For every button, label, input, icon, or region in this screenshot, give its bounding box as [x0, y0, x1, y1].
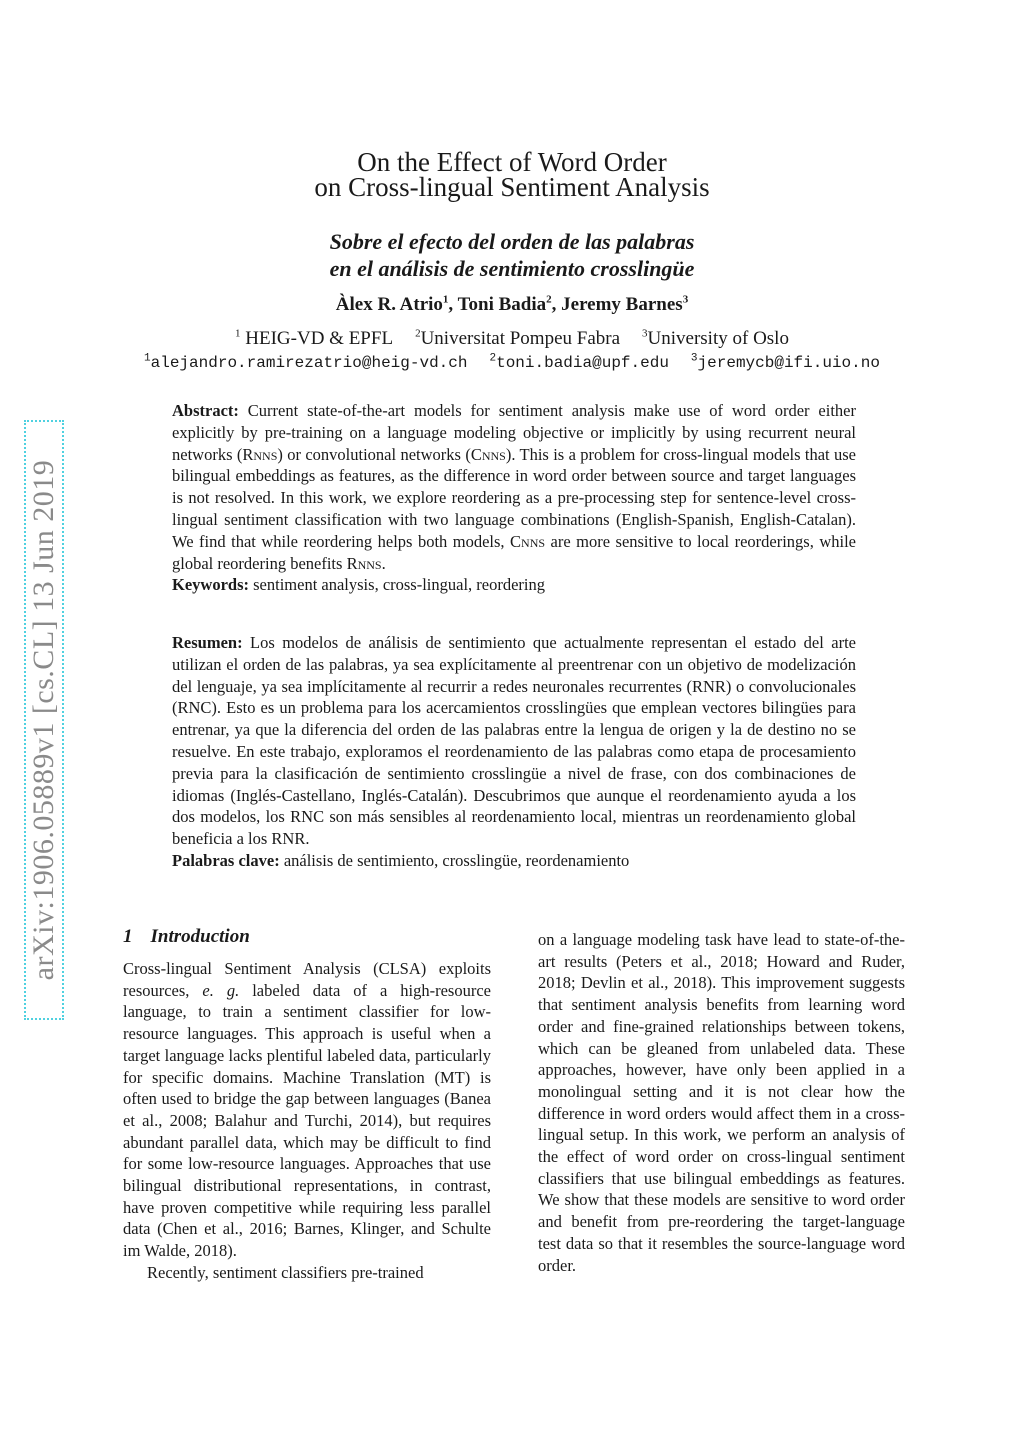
- author-1: Àlex R. Atrio: [335, 294, 443, 315]
- abstract-keywords: [172, 574, 856, 596]
- section-heading: [123, 926, 250, 948]
- keywords-text: sentiment analysis, cross-lingual, reordering: [253, 575, 546, 595]
- author-3-sup: 3: [682, 293, 689, 306]
- title-line-1: On the Effect of Word Order: [357, 147, 667, 177]
- author-3: Jeremy Barnes: [561, 294, 683, 315]
- resumen-keywords: [172, 850, 856, 872]
- author-2-sup: 2: [546, 293, 552, 306]
- arxiv-stamp-text: arXiv:1906.05889v1 [cs.CL] 13 Jun 2019: [27, 459, 60, 981]
- author-1-sup: 1: [442, 293, 449, 306]
- intro-left-column: Cross-lingual Sentiment Analysis (CLSA) exploits resources, e. g. labeled data of a high-resource language, to train a sentiment classifier for low-resource languages. This approach is useful when a target language lacks plentiful labeled data, particularly for specific domains. Machine Translation (MT) is often used to bridge the gap between languages (Banea et al., 2008; Balahur and Turchi, 2014), but requires abundant parallel data, which may be difficult to find for some low-resource languages. Approaches that use bilingual distributional representations, in contrast, have proven competitive while requiring less parallel data (Chen et al., 2016; Barnes, Klinger, and Schulte im Walde, 2018). Recently, sentiment classifiers pre-trained: [123, 959, 491, 1282]
- abstract-label: Abstract:: [172, 401, 239, 420]
- resumen: [172, 632, 856, 872]
- affiliations: $^1$ HEIG-VD & EPFL $^2$Universitat Pompeu Fabra $^3$University of Oslo: [235, 327, 789, 349]
- affiliation-1: HEIG-VD & EPFL: [245, 328, 394, 349]
- arxiv-stamp: [24, 420, 64, 1020]
- email-2[interactable]: toni.badia@upf.edu: [496, 354, 669, 372]
- abstract: Abstract: Current state-of-the-art models for sentiment analysis make use of word order either explicitly by pre-training on a language modeling objective or implicitly by using recurrent neural networks (Rnns) or convolutional networks (Cnns). This is a problem for cross-lingual models that use bilingual embeddings as features, as the difference in word order between source and target languages is not resolved. In this work, we explore reordering as a pre-processing step for sentence-level cross-lingual sentiment classification with two language combinations (English-Spanish, English-Catalan). We find that while reordering helps both models, Cnns are more sensitive to local reorderings, while global reordering benefits Rnns. Keywords: sentiment analysis, cross-lingual, reordering: [172, 401, 856, 595]
- palabras-clave-text: análisis de sentimiento, crosslingüe, reordenamiento: [283, 850, 630, 870]
- intro-p2-continued: on a language modeling task have lead to state-of-the-art results (Peters et al., 2018; Howard and Ruder, 2018; Devlin et al., 2018). This improvement suggests that sentiment analysis benefits from learning word order and fine-grained relationships between tokens, which can be gleaned from unlabeled data. These approaches, however, have only been applied in a monolingual setting and it is not clear how the difference in word orders would affect them in a cross-lingual setup. In this work, we perform an analysis of the effect of word order on cross-lingual sentiment classifiers that use bilingual embeddings as features. We show that these models are sensitive to word order and benefit from pre-reordering the target-language test data so that it resembles the source-language word order.: [538, 930, 905, 1275]
- resumen-text: Los modelos de análisis de sentimiento que actualmente representan el estado del arte utilizan el orden de las palabras, ya sea explícitamente al preentrenar con un objetivo de modelización del lenguaje, ya sea implícitamente al recurrir a redes neuronales recurrentes (RNR) o convolucionales (RNC). Esto es un problema para los acercamientos crosslingües que emplean vectores bilingües para entrenar, ya que la diferencia del orden de las palabras entre la lengua de origen y la de destino no se resuelve. En este trabajo, exploramos el reordenamiento de las palabras como etapa de procesamiento previa para la clasificación de sentimiento crosslingüe a nivel de frase, con dos combinaciones de idiomas (Inglés-Castellano, Inglés-Catalán). Descubrimos que aunque el reordenamiento ayuda a los dos modelos, los RNC son más sensibles al reordenamiento local, mientras un reordenamiento global beneficia a los RNR.: [172, 633, 856, 849]
- subtitle-line-1: Sobre el efecto del orden de las palabras: [329, 229, 695, 254]
- palabras-clave-label: Palabras clave:: [172, 850, 280, 870]
- section-number: 1: [123, 926, 133, 947]
- title-line-2: on Cross-lingual Sentiment Analysis: [314, 172, 710, 202]
- author-list: Àlex R. Atrio$^1$, Toni Badia$^2$, Jeremy Barnes$^3$: [335, 293, 689, 315]
- intro-right-column: [538, 929, 905, 1276]
- affiliation-2: Universitat Pompeu Fabra: [420, 328, 621, 349]
- author-2: Toni Badia: [457, 294, 547, 315]
- emails: $^1$alejandro.ramirezatrio@heig-vd.ch $^2$toni.badia@upf.edu $^3$jeremycb@ifi.uio.no: [144, 352, 880, 372]
- paper-title: [0, 147, 1024, 202]
- affiliation-3: University of Oslo: [647, 328, 789, 349]
- email-1[interactable]: alejandro.ramirezatrio@heig-vd.ch: [150, 354, 468, 372]
- paper-subtitle: [0, 228, 1024, 282]
- section-title: Introduction: [150, 926, 250, 947]
- email-3[interactable]: jeremycb@ifi.uio.no: [697, 354, 880, 372]
- resumen-label: Resumen:: [172, 633, 243, 652]
- intro-p2-start: Recently, sentiment classifiers pre-trained: [147, 1262, 424, 1282]
- keywords-label: Keywords:: [172, 575, 249, 595]
- subtitle-line-2: en el análisis de sentimiento crosslingüe: [329, 256, 695, 281]
